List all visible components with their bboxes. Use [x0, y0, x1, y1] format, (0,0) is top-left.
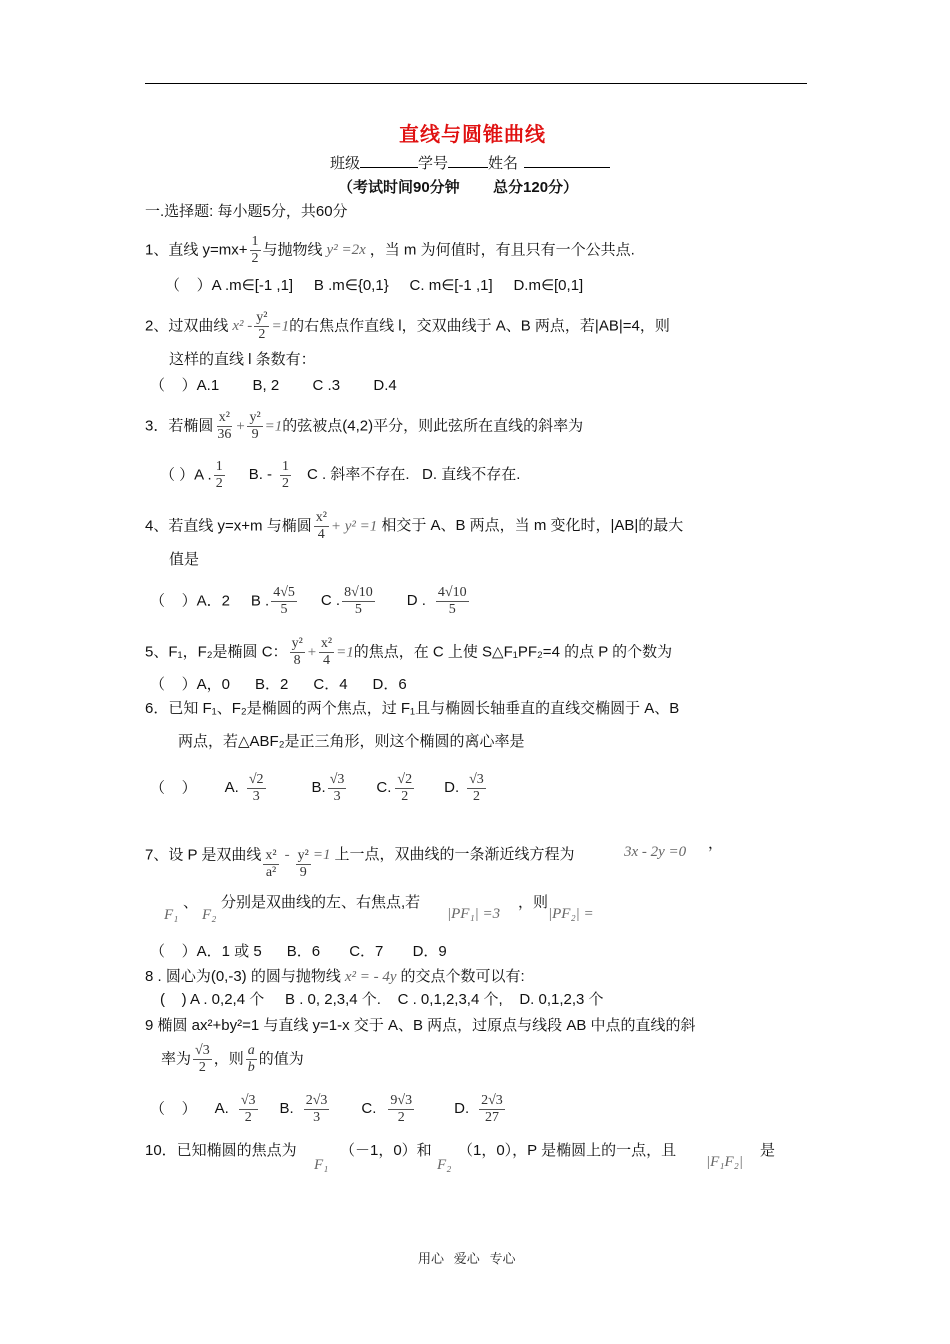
question-3-stem [145, 410, 583, 443]
question-9-stem-cont [161, 1043, 304, 1076]
q4-text-b: 相交于 A、B 两点，当 m 变化时，|AB|的最大 [381, 517, 684, 535]
question-1-options: （ ）A .m∈[-1 ,1] B .m∈{0,1} C. m∈[-1 ,1] D.m∈[0,1] [165, 277, 584, 294]
q7-comma: ， [708, 835, 724, 852]
q8-text-a: 8 . 圆心为(0,-3) 的圆与抛物线 [145, 968, 341, 985]
q5-text-a: 5、F₁，F₂是椭圆 C： [145, 643, 288, 661]
question-10-text-d: 是 [760, 1142, 776, 1159]
q2-fraction: $\frac{\text{y²}}{2}$ [256, 310, 268, 342]
question-3-options [160, 459, 520, 492]
q2-expression-a: x² - [232, 318, 253, 335]
q7-fraction-1: $\frac{\text{x²}}{\text{a²}}$ [265, 848, 277, 880]
q6-answer-blank: （ ） [150, 779, 197, 797]
q4-option-c-label: C . [320, 592, 341, 610]
q7-text-b: 上一点，双曲线的一条渐近线方程为 [334, 846, 575, 864]
q8-text-b: 的交点个数可以有: [400, 968, 525, 985]
question-5-options: （ ）A，0 B．2 C．4 D．6 [150, 676, 407, 693]
q3-option-a-label: （ ）A . [160, 466, 212, 484]
exam-info: （考试时间90分钟 总分120分） [338, 179, 579, 196]
question-2-stem [145, 310, 670, 343]
question-4-stem [145, 510, 683, 543]
q6-option-b-label: B. [311, 779, 326, 797]
q7-pf1-expression: |PF₁| =3 [447, 906, 501, 922]
q6-option-a-label: A. [224, 779, 239, 797]
name-label: 姓名 [488, 155, 519, 172]
q3-text-b: 的弦被点(4,2)平分，则此弦所在直线的斜率为 [282, 417, 584, 435]
question-5-stem [145, 636, 672, 669]
question-7-options: （ ）A．1 或 5 B．6 C．7 D．9 [150, 943, 447, 960]
page-footer: 用心 爱心 专心 [418, 1251, 516, 1266]
q9-answer-blank: （ ） [150, 1100, 197, 1118]
q3-option-cd: C . 斜率不存在. D. 直线不存在. [307, 466, 521, 484]
q10-focus-f1: F₁ [314, 1157, 329, 1173]
q7-fraction-2: $\frac{\text{y²}}{9}$ [297, 848, 309, 880]
student-id-label: 学号 [418, 155, 449, 172]
q1-text-a: 1、直线 y=mx+ [145, 241, 248, 259]
q7-asymptote-equation: 3x - 2y =0 [624, 844, 687, 860]
q3-text-a: 3．若椭圆 [145, 417, 214, 435]
q3-fraction-1: $\frac{\text{x²}}{36}$ [217, 410, 232, 442]
page-title: 直线与圆锥曲线 [399, 124, 546, 146]
q9-text-d: 的值为 [258, 1050, 304, 1068]
q9-text-c: ，则 [213, 1050, 244, 1068]
q6-option-d-label: D. [444, 779, 460, 797]
q7-equals: =1 [312, 847, 331, 864]
q9-option-a-value: $\frac{√3}{2}$ [240, 1093, 256, 1125]
q3-option-a-value: $\frac{1}{2}$ [215, 459, 223, 491]
q1-expression: y² =2x [326, 242, 366, 259]
q9-option-c-value: $\frac{9√3}{2}$ [390, 1093, 413, 1125]
q9-option-b-label: B. [279, 1100, 294, 1118]
q9-option-d-value: $\frac{2√3}{27}$ [481, 1093, 503, 1125]
question-6-stem-cont: 两点，若△ABF₂是正三角形，则这个椭圆的离心率是 [178, 733, 525, 750]
q4-text-a: 4、若直线 y=x+m 与椭圆 [145, 517, 312, 535]
q2-text-a: 2、过双曲线 [145, 317, 229, 335]
section-heading: 一.选择题: 每小题5分，共60分 [145, 203, 348, 220]
question-2-stem-cont: 这样的直线 l 条数有： [169, 351, 316, 368]
q9-option-d-label: D. [454, 1100, 470, 1118]
q4-option-d-value: $\frac{4√10}{5}$ [437, 585, 467, 617]
q10-focus-f2: F₂ [437, 1157, 452, 1173]
q7-minus: - [284, 847, 290, 864]
q5-text-b: 的焦点，在 C 上使 S△F₁PF₂=4 的点 P 的个数为 [353, 643, 673, 661]
name-blank[interactable] [524, 153, 610, 168]
question-2-options: （ ）A.1 B, 2 C .3 D.4 [150, 377, 397, 394]
question-9-stem: 9 椭圆 ax²+by²=1 与直线 y=1-x 交于 A、B 两点，过原点与线段 AB 中点的直线的斜 [145, 1017, 696, 1034]
q9-text-b: 率为 [161, 1050, 192, 1068]
q4-fraction: $\frac{\text{x²}}{4}$ [315, 510, 327, 542]
q10-focal-distance: |F₁F₂| [706, 1154, 744, 1170]
q5-plus: + [306, 644, 317, 661]
q9-option-b-value: $\frac{2√3}{3}$ [305, 1093, 328, 1125]
q3-plus: + [235, 418, 246, 435]
q5-fraction-2: $\frac{\text{x²}}{4}$ [320, 636, 333, 668]
q4-option-b-value: $\frac{4√5}{5}$ [273, 585, 295, 617]
q6-option-b-value: $\frac{√3}{3}$ [329, 772, 345, 804]
class-blank[interactable] [360, 153, 418, 168]
class-label: 班级 [330, 155, 361, 172]
question-10-text-a: 10．已知椭圆的焦点为 [145, 1142, 297, 1159]
q3-fraction-2: $\frac{\text{y²}}{9}$ [249, 410, 261, 442]
q7-pf2-expression: |PF₂| = [548, 906, 594, 922]
q4-option-ab-label: （ ）A．2 B . [150, 592, 270, 610]
q5-equals: =1 [336, 644, 354, 661]
question-7-stem [145, 830, 574, 881]
student-id-blank[interactable] [448, 153, 488, 168]
question-1-stem [145, 234, 635, 267]
q7-focus-f2: F₂ [202, 907, 217, 923]
q3-equals: =1 [264, 418, 283, 435]
q4-option-d-label: D . [406, 592, 426, 610]
q2-text-b: 的右焦点作直线 l，交双曲线于 A、B 两点，若|AB|=4，则 [289, 317, 670, 335]
question-4-stem-cont: 值是 [169, 551, 200, 568]
q8-expression: x² = - 4y [344, 969, 397, 985]
q3-option-b-label: B. - [248, 466, 273, 484]
q9-option-c-label: C. [361, 1100, 377, 1118]
q1-fraction: $\frac{1}{2}$ [251, 234, 259, 266]
q6-option-d-value: $\frac{√3}{2}$ [469, 772, 484, 804]
q4-option-c-value: $\frac{8√10}{5}$ [344, 585, 373, 617]
q2-expression-b: =1 [271, 318, 290, 335]
q6-option-a-value: $\frac{√2}{3}$ [248, 772, 264, 804]
q6-option-c-value: $\frac{√2}{2}$ [397, 772, 413, 804]
q9-ratio: $\frac{a}{b}$ [247, 1043, 255, 1075]
student-info-line [330, 153, 610, 174]
q7-focus-f1: F₁ [164, 907, 179, 923]
question-6-stem: 6．已知 F₁、F₂是椭圆的两个焦点，过 F₁且与椭圆长轴垂直的直线交椭圆于 A、B [145, 700, 680, 717]
q7-text-a: 7、设 P 是双曲线 [145, 846, 262, 864]
question-10-text-b: （－1，0）和 [340, 1142, 432, 1159]
q7-text-c: 分别是双曲线的左、右焦点,若 [221, 894, 421, 911]
q7-text-d: ，则 [518, 894, 549, 911]
q9-slope-value: $\frac{√3}{2}$ [195, 1043, 210, 1075]
header-rule [145, 83, 807, 84]
question-8-stem [145, 967, 525, 987]
q1-text-b: 与抛物线 [262, 241, 323, 259]
q4-expression: + y² =1 [330, 518, 378, 535]
question-8-options: ( ) A . 0,2,4 个 B . 0, 2,3,4 个. C . 0,1,2,3,4 个, D. 0,1,2,3 个 [160, 991, 604, 1008]
q3-option-b-value: $\frac{1}{2}$ [282, 459, 290, 491]
question-6-options [150, 772, 488, 805]
q9-option-a-label: A. [214, 1100, 229, 1118]
q5-fraction-1: $\frac{\text{y²}}{8}$ [291, 636, 303, 668]
q6-option-c-label: C. [376, 779, 392, 797]
question-9-options [150, 1093, 507, 1126]
question-10-text-c: （1，0），P 是椭圆上的一点，且 [458, 1142, 677, 1159]
question-4-options [150, 585, 471, 618]
q7-separator: 、 [183, 894, 199, 911]
q1-text-c: ，当 m 为何值时，有且只有一个公共点. [369, 241, 635, 259]
